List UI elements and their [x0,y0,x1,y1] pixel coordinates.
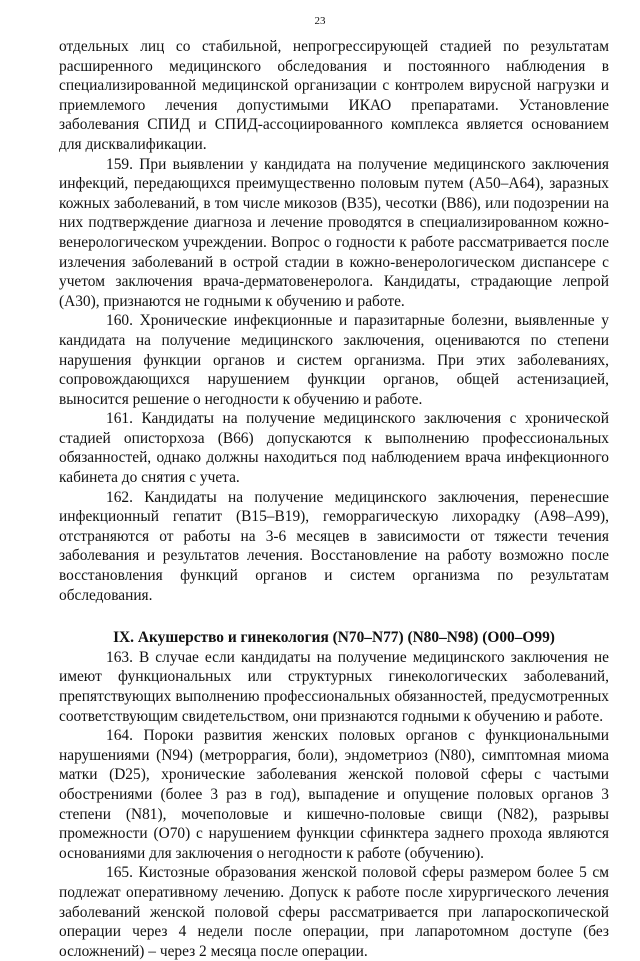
page-number: 23 [314,15,326,27]
paragraph-163: 163. В случае если кандидаты на получение медицинского заключения не имеют функциональных или структурных гинекологических заболеваний, препятствующих выполнению профессиональных обязанностей, предусмотренных соответствующим свидетельством, они признаются годными к обучению и работе. [59,648,609,725]
paragraph-161: 161. Кандидаты на получение медицинского заключения с хронической стадией описторхоза (В66) допускаются к выполнению профессиональных обязанностей, однако должны находиться под наблюдением врача инфекционного кабинета до снятия с учета. [59,410,609,487]
document-body [59,37,609,961]
paragraph-162: 162. Кандидаты на получение медицинского заключения, перенесшие инфекционный гепатит (В15–В19), геморрагическую лихорадку (А98–А99), отстраняются от работы на 3-6 месяцев в зависимости от тяжести течения заболевания и результатов лечения. Восстановление на работу возможно после восстановления функций органов и систем организма по результатам обследования. [59,488,609,604]
paragraph-164: 164. Пороки развития женских половых органов с функциональными нарушениями (N94) (метроррагия, боли), эндометриоз (N80), симптомная миома матки (D25), хронические заболевания женской половой сферы с частыми обострениями (более 3 раз в год), выпадение и опущение половых органов 3 степени (N81), мочеполовые и кишечно-половые свищи (N82), разрывы промежности (О70) с нарушением функции сфинктера заднего прохода являются основаниями для заключения о негодности к работе (обучению). [59,727,609,862]
paragraph-165: 165. Кистозные образования женской половой сферы размером более 5 см подлежат оперативному лечению. Допуск к работе после хирургического лечения заболеваний женской половой сферы рассматривается при лапароскопической операции через 4 недели после операции, при лапаротомном доступе (без осложнений) – через 2 месяца после операции. [59,864,609,960]
section-heading: IX. Акушерство и гинекология (N70–N77) (N80–N98) (O00–O99) [113,629,555,647]
paragraph-continuation: отдельных лиц со стабильной, непрогрессирующей стадией по результатам расширенного медицинского обследования и постоянного наблюдения в специализированной медицинской организации с контролем вирусной нагрузки и приемлемого лечения допустимыми ИКАО препаратами. Установление заболевания СПИД и СПИД-ассоциированного комплекса является основанием для дисквалификации. [59,38,609,153]
paragraph-159: 159. При выявлении у кандидата на получение медицинского заключения инфекций, передающихся преимущественно половым путем (А50–А64), заразных кожных заболеваний, в том числе микозов (В35), чесотки (В86), или подозрении на них подтверждение диагноза и лечение проводятся в специализированном кожно-венерологическом учреждении. Вопрос о годности к работе рассматривается после излечения заболеваний в острой стадии в кожно-венерологическом диспансере с учетом заключения врача-дерматовенеролога. Кандидаты, страдающие лепрой (А30), признаются не годными к обучению и работе. [59,155,609,310]
paragraph-160: 160. Хронические инфекционные и паразитарные болезни, выявленные у кандидата на получение медицинского заключения, оцениваются по степени нарушения функции органов и систем организма. При этих заболеваниях, сопровождающихся нарушением функции органов, общей астенизацией, выносится решение о негодности к обучению и работе. [59,312,609,408]
